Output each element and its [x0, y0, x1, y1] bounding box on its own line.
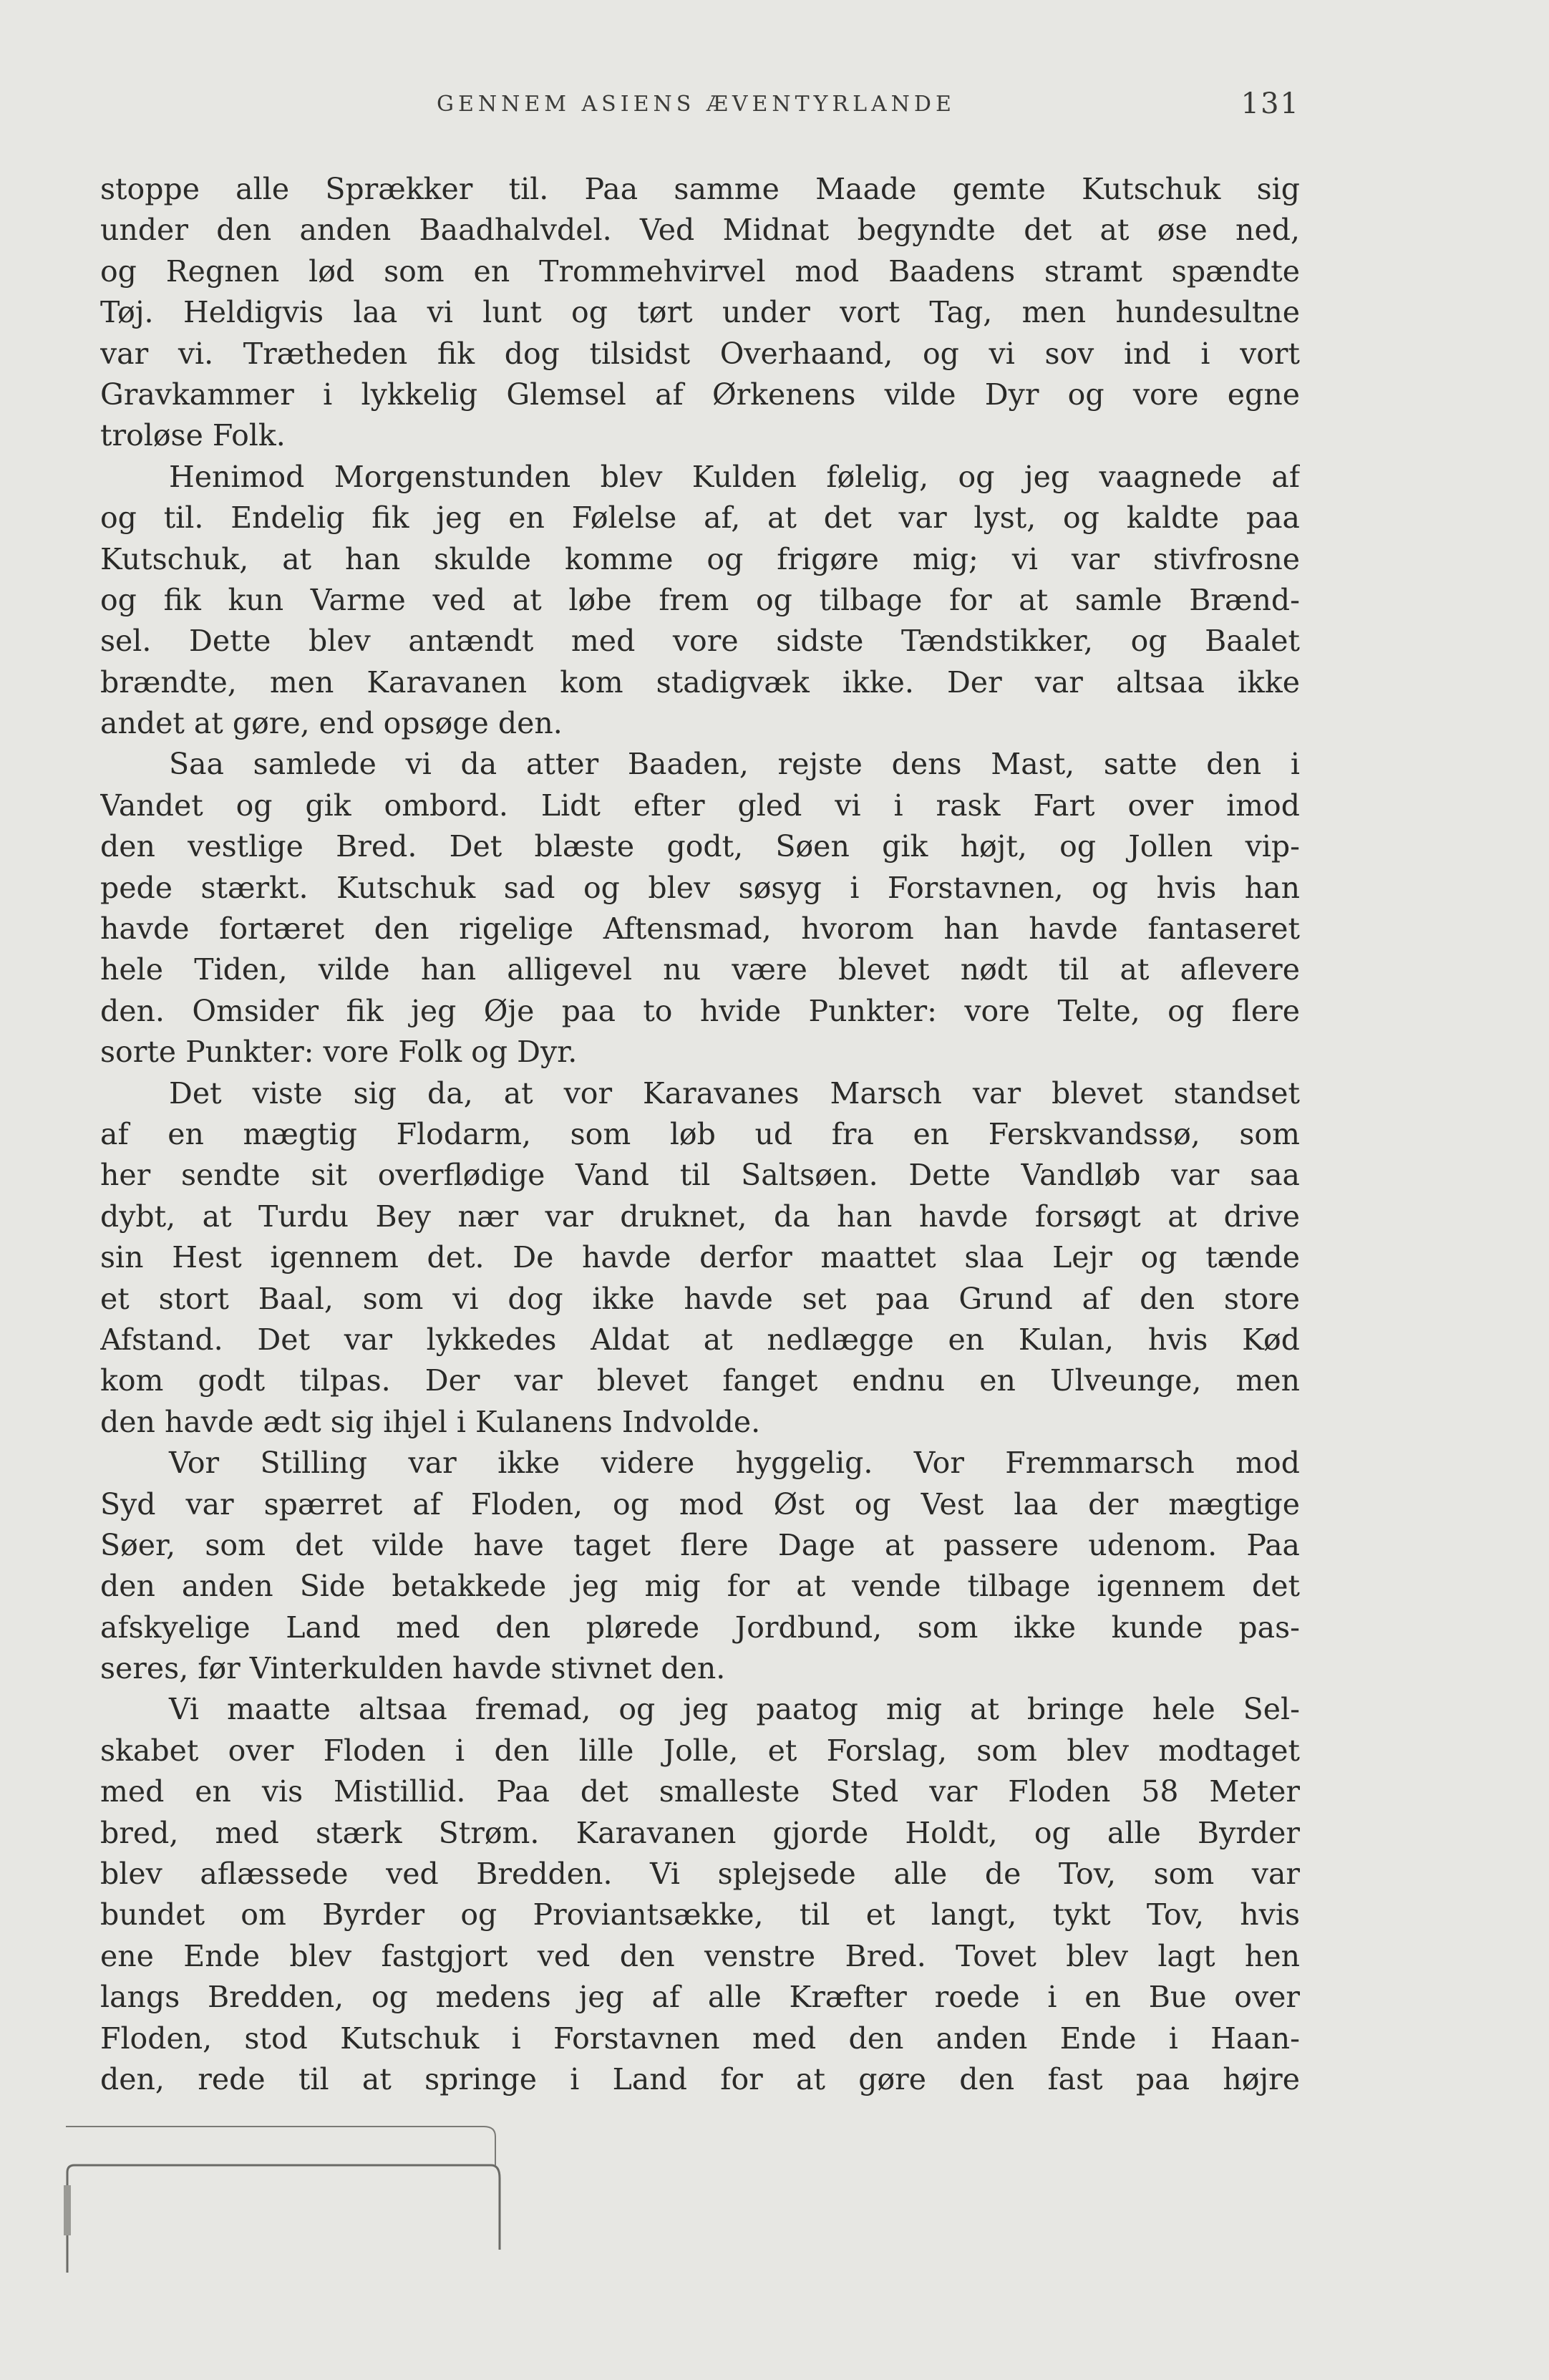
text-line: seres, før Vinterkulden havde stivnet den. — [100, 1651, 726, 1686]
text-line: kom godt tilpas. Der var blevet fanget endnu en Ulveunge, men — [100, 1363, 1300, 1398]
text-line: havde fortæret den rigelige Aftensmad, hvorom han havde fantaseret — [100, 911, 1300, 947]
text-line: Syd var spærret af Floden, og mod Øst og Vest laa der mægtige — [100, 1486, 1300, 1522]
text-line: var vi. Trætheden fik dog tilsidst Overhaand, og vi sov ind i vort — [100, 336, 1300, 371]
text-line: et stort Baal, som vi dog ikke havde set paa Grund af den store — [100, 1281, 1300, 1316]
text-line: sel. Dette blev antændt med vore sidste Tændstikker, og Baalet — [100, 624, 1300, 659]
text-line: blev aflæssede ved Bredden. Vi splejsede alle de Tov, som var — [100, 1857, 1300, 1892]
text-line: skabet over Floden i den lille Jolle, et Forslag, som blev modtaget — [100, 1733, 1300, 1768]
body-text — [100, 169, 1300, 2100]
text-line: Vor Stilling var ikke videre hyggelig. Vor Fremmarsch mod — [169, 1446, 1300, 1481]
text-line: her sendte sit overflødige Vand til Saltsøen. Dette Vandløb var saa — [100, 1158, 1300, 1193]
text-line: hele Tiden, vilde han alligevel nu være blevet nødt til at aflevere — [100, 952, 1300, 987]
text-line: afskyelige Land med den plørede Jordbund, som ikke kunde pas- — [100, 1610, 1300, 1645]
page-header — [100, 87, 1300, 135]
text-line: langs Bredden, og medens jeg af alle Kræfter roede i en Bue over — [100, 1980, 1300, 2015]
text-line: den vestlige Bred. Det blæste godt, Søen gik højt, og Jollen vip- — [100, 829, 1300, 864]
page-number: 131 — [1240, 87, 1300, 120]
text-line: af en mægtig Flodarm, som løb ud fra en Ferskvandssø, som — [100, 1116, 1300, 1151]
text-line: sorte Punkter: vore Folk og Dyr. — [100, 1035, 578, 1070]
text-line: og Regnen lød som en Trommehvirvel mod Baadens stramt spændte — [100, 253, 1300, 289]
library-bracket-mark — [62, 2121, 505, 2278]
text-line: Søer, som det vilde have taget flere Dage at passere udenom. Paa — [100, 1527, 1300, 1562]
text-line: brændte, men Karavanen kom stadigvæk ikke. Der var altsaa ikke — [100, 664, 1300, 700]
text-line: under den anden Baadhalvdel. Ved Midnat begyndte det at øse ned, — [100, 213, 1300, 248]
text-line: Saa samlede vi da atter Baaden, rejste dens Mast, satte den i — [169, 747, 1300, 782]
text-line: troløse Folk. — [100, 418, 286, 453]
text-line: den havde ædt sig ihjel i Kulanens Indvolde. — [100, 1404, 761, 1439]
text-line: Vandet og gik ombord. Lidt efter gled vi i rask Fart over imod — [100, 788, 1300, 823]
text-line: Kutschuk, at han skulde komme og frigøre mig; vi var stivfrosne — [100, 541, 1300, 576]
text-line: andet at gøre, end opsøge den. — [100, 706, 563, 741]
text-line: Floden, stod Kutschuk i Forstavnen med den anden Ende i Haan- — [100, 2021, 1300, 2056]
text-line: Vi maatte altsaa fremad, og jeg paatog mig at bringe hele Sel- — [169, 1692, 1300, 1727]
running-head: GENNEM ASIENS ÆVENTYRLANDE — [437, 92, 956, 117]
text-line: den, rede til at springe i Land for at gøre den fast paa højre — [100, 2061, 1300, 2096]
text-line: den. Omsider fik jeg Øje paa to hvide Punkter: vore Telte, og flere — [100, 993, 1300, 1028]
text-line: med en vis Mistillid. Paa det smalleste Sted var Floden 58 Meter — [100, 1774, 1300, 1809]
text-line: og fik kun Varme ved at løbe frem og tilbage for at samle Brænd- — [100, 582, 1300, 617]
text-line: den anden Side betakkede jeg mig for at vende tilbage igennem det — [100, 1569, 1300, 1604]
text-line: Henimod Morgenstunden blev Kulden følelig, og jeg vaagnede af — [169, 459, 1300, 494]
text-line: dybt, at Turdu Bey nær var druknet, da han havde forsøgt at drive — [100, 1199, 1300, 1234]
text-line: sin Hest igennem det. De havde derfor maattet slaa Lejr og tænde — [100, 1240, 1300, 1275]
text-line: ene Ende blev fastgjort ved den venstre Bred. Tovet blev lagt hen — [100, 1938, 1300, 1973]
text-line: bundet om Byrder og Proviantsække, til et langt, tykt Tov, hvis — [100, 1897, 1300, 1932]
text-line: stoppe alle Sprækker til. Paa samme Maade gemte Kutschuk sig — [100, 172, 1300, 206]
text-line: Afstand. Det var lykkedes Aldat at nedlægge en Kulan, hvis Kød — [100, 1322, 1300, 1357]
text-line: og til. Endelig fik jeg en Følelse af, at det var lyst, og kaldte paa — [100, 500, 1300, 536]
text-line: bred, med stærk Strøm. Karavanen gjorde Holdt, og alle Byrder — [100, 1815, 1300, 1850]
text-line: Det viste sig da, at vor Karavanes Marsch var blevet standset — [169, 1075, 1300, 1111]
text-line: Tøj. Heldigvis laa vi lunt og tørt under vort Tag, men hundesultne — [100, 295, 1300, 330]
text-line: pede stærkt. Kutschuk sad og blev søsyg i Forstavnen, og hvis han — [100, 870, 1300, 905]
text-line: Gravkammer i lykkelig Glemsel af Ørkenens vilde Dyr og vore egne — [100, 377, 1300, 412]
